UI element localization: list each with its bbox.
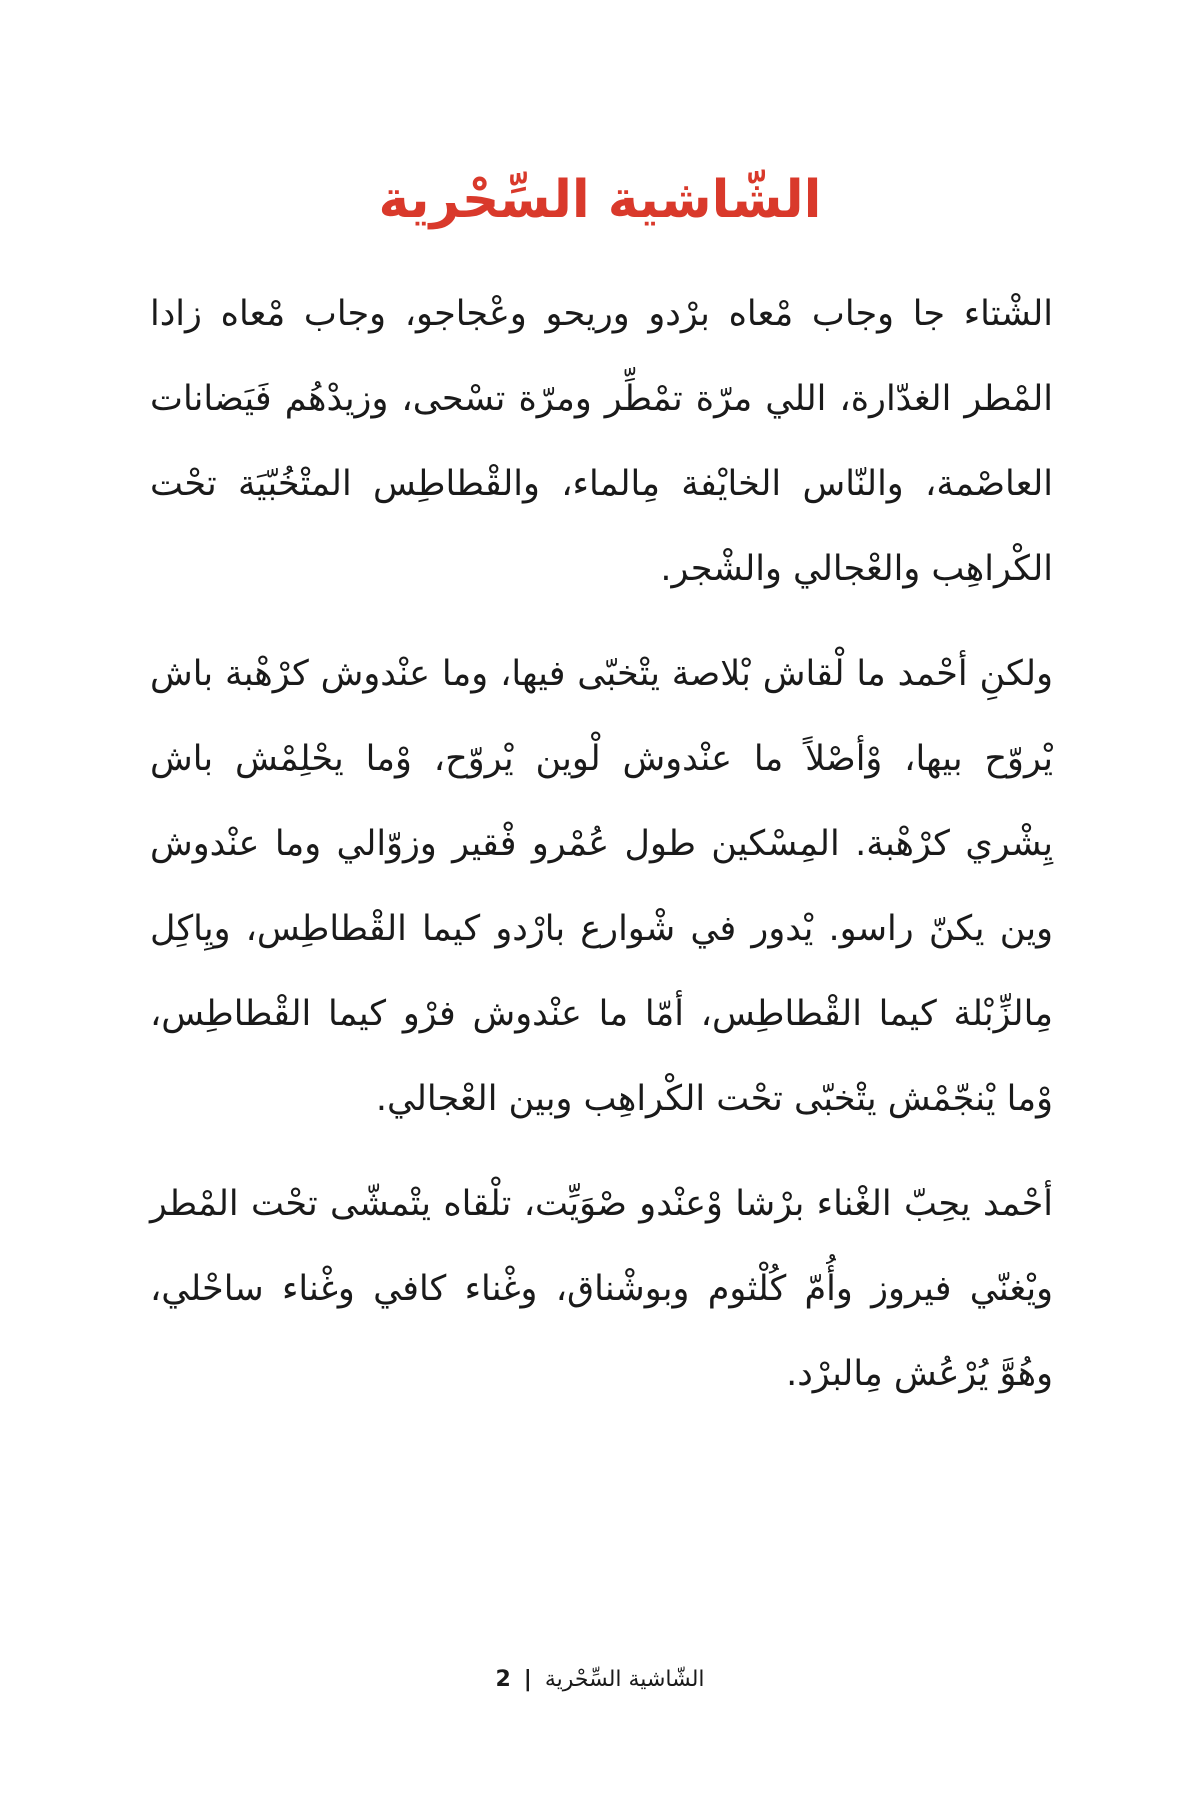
footer-separator: |: [523, 1667, 532, 1692]
footer-title: الشّاشية السِّحْرية: [544, 1667, 705, 1692]
page-number: 2: [495, 1667, 511, 1692]
paragraph-1: الشْتاء جا وجاب مْعاه برْدو وريحو وعْجاجو، وجاب مْعاه زادا المْطر الغدّارة، اللي مرّة تمْطِّر ومرّة تسْحى، وزيدْهُم فَيَضانات العاصْمة، والنّاس الخايْفة مِالماء، والقْطاطِس المتْخُبّيَة تحْت الكْراهِب والعْجالي والشْجر.: [150, 294, 1053, 589]
story-body: [150, 272, 1053, 1437]
paragraph-3: أحْمد يحِبّ الغْناء برْشا وْعنْدو صْوَيِّت، تلْقاه يتْمشّى تحْت المْطر ويْغنّي فيروز وأُمّ كُلْثوم وبوشْناق، وغْناء كافي وغْناء ساحْلي، وهُوَّ يُرْعُش مِالبرْد.: [150, 1184, 1053, 1394]
page-footer: [0, 1660, 1200, 1700]
page-title: الشّاشية السِّحْرية: [378, 170, 822, 230]
paragraph-2: ولكنِ أحْمد ما لْقاش بْلاصة يتْخبّى فيها، وما عنْدوش كرْهْبة باش يْروّح بيها، وْأصْلاً ما عنْدوش لْوين يْروّح، وْما يحْلِمْش باش يِشْري كرْهْبة. المِسْكين طول عُمْرو فْقير وزوّالي وما عنْدوش وين يكنّ راسو. يْدور في شْوارع بارْدو كيما القْطاطِس، ويِاكِل مِالزِّبْلة كيما القْطاطِس، أمّا ما عنْدوش فرْو كيما القْطاطِس، وْما يْنجّمْش يتْخبّى تحْت الكْراهِب وبين العْجالي.: [150, 654, 1053, 1119]
